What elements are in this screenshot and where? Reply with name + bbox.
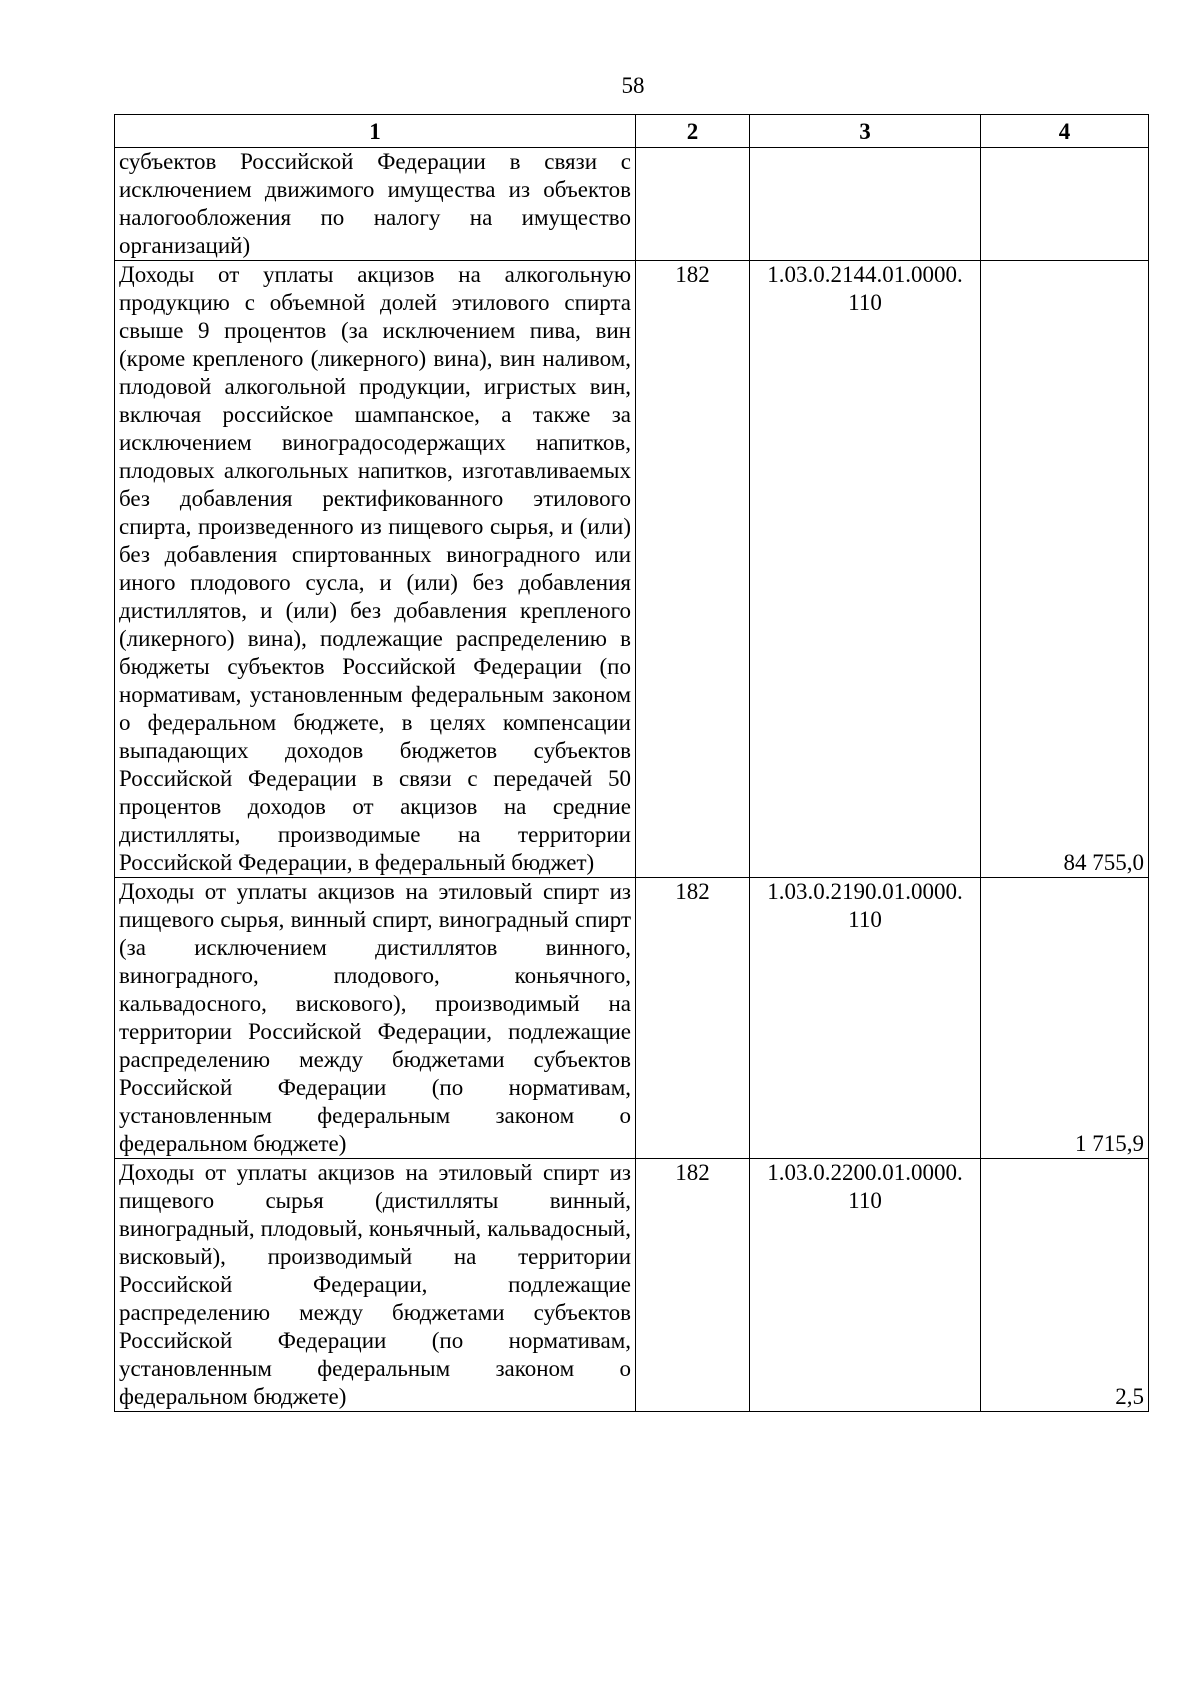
row-description: Доходы от уплаты акцизов на алкогольную продукцию с объемной долей этилового спирта свыше 9 процентов (за исключением пива, вин (кроме крепленого (ликерного) вина), вин наливом, плодовой алкогольной продукции, игристых вин, включая российское шампанское, а также за исключением виноградосодержащих напитков, плодовых алкогольных напитков, изготавливаемых без добавления ректификованного этилового спирта, произведенного из пищевого сырья, и (или) без добавления спиртованных виноградного или иного плодового сусла, и (или) без добавления дистиллятов, и (или) без добавления крепленого (ликерного) вина), подлежащие распределению в бюджеты субъектов Российской Федерации (по нормативам, установленным федеральным законом о федеральном бюджете, в целях компенсации выпадающих доходов бюджетов субъектов Российской Федерации в связи с передачей 50 процентов доходов от акцизов на средние дистилляты, производимые на территории Российской Федерации, в федеральный бюджет) — [115, 261, 636, 878]
row-kbk-code: 1.03.0.2190.01.0000. 110 — [750, 878, 981, 1159]
row-description: субъектов Российской Федерации в связи с исключением движимого имущества из объектов налогообложения по налогу на имущество организаций) — [115, 148, 636, 261]
column-header-4: 4 — [981, 115, 1149, 148]
row-admin-code — [636, 148, 750, 261]
row-kbk-code: 1.03.0.2144.01.0000. 110 — [750, 261, 981, 878]
row-amount: 1 715,9 — [981, 878, 1149, 1159]
table-row — [115, 878, 1149, 1159]
column-header-2: 2 — [636, 115, 750, 148]
row-description: Доходы от уплаты акцизов на этиловый спирт из пищевого сырья, винный спирт, виноградный спирт (за исключением дистиллятов винного, виноградного, плодового, коньячного, кальвадосного, вискового), производимый на территории Российской Федерации, подлежащие распределению между бюджетами субъектов Российской Федерации (по нормативам, установленным федеральным законом о федеральном бюджете) — [115, 878, 636, 1159]
row-kbk-code: 1.03.0.2200.01.0000. 110 — [750, 1159, 981, 1412]
row-amount: 84 755,0 — [981, 261, 1149, 878]
revenue-table — [114, 114, 1149, 1412]
column-header-1: 1 — [115, 115, 636, 148]
row-kbk-code — [750, 148, 981, 261]
table-header-row — [115, 115, 1149, 148]
row-admin-code: 182 — [636, 878, 750, 1159]
table-row — [115, 1159, 1149, 1412]
table-row — [115, 148, 1149, 261]
row-admin-code: 182 — [636, 1159, 750, 1412]
row-amount: 2,5 — [981, 1159, 1149, 1412]
row-admin-code: 182 — [636, 261, 750, 878]
column-header-3: 3 — [750, 115, 981, 148]
table-row — [115, 261, 1149, 878]
row-description: Доходы от уплаты акцизов на этиловый спирт из пищевого сырья (дистилляты винный, виноградный, плодовый, коньячный, кальвадосный, висковый), производимый на территории Российской Федерации, подлежащие распределению между бюджетами субъектов Российской Федерации (по нормативам, установленным федеральным законом о федеральном бюджете) — [115, 1159, 636, 1412]
page-number: 58 — [621, 73, 645, 98]
row-amount — [981, 148, 1149, 261]
